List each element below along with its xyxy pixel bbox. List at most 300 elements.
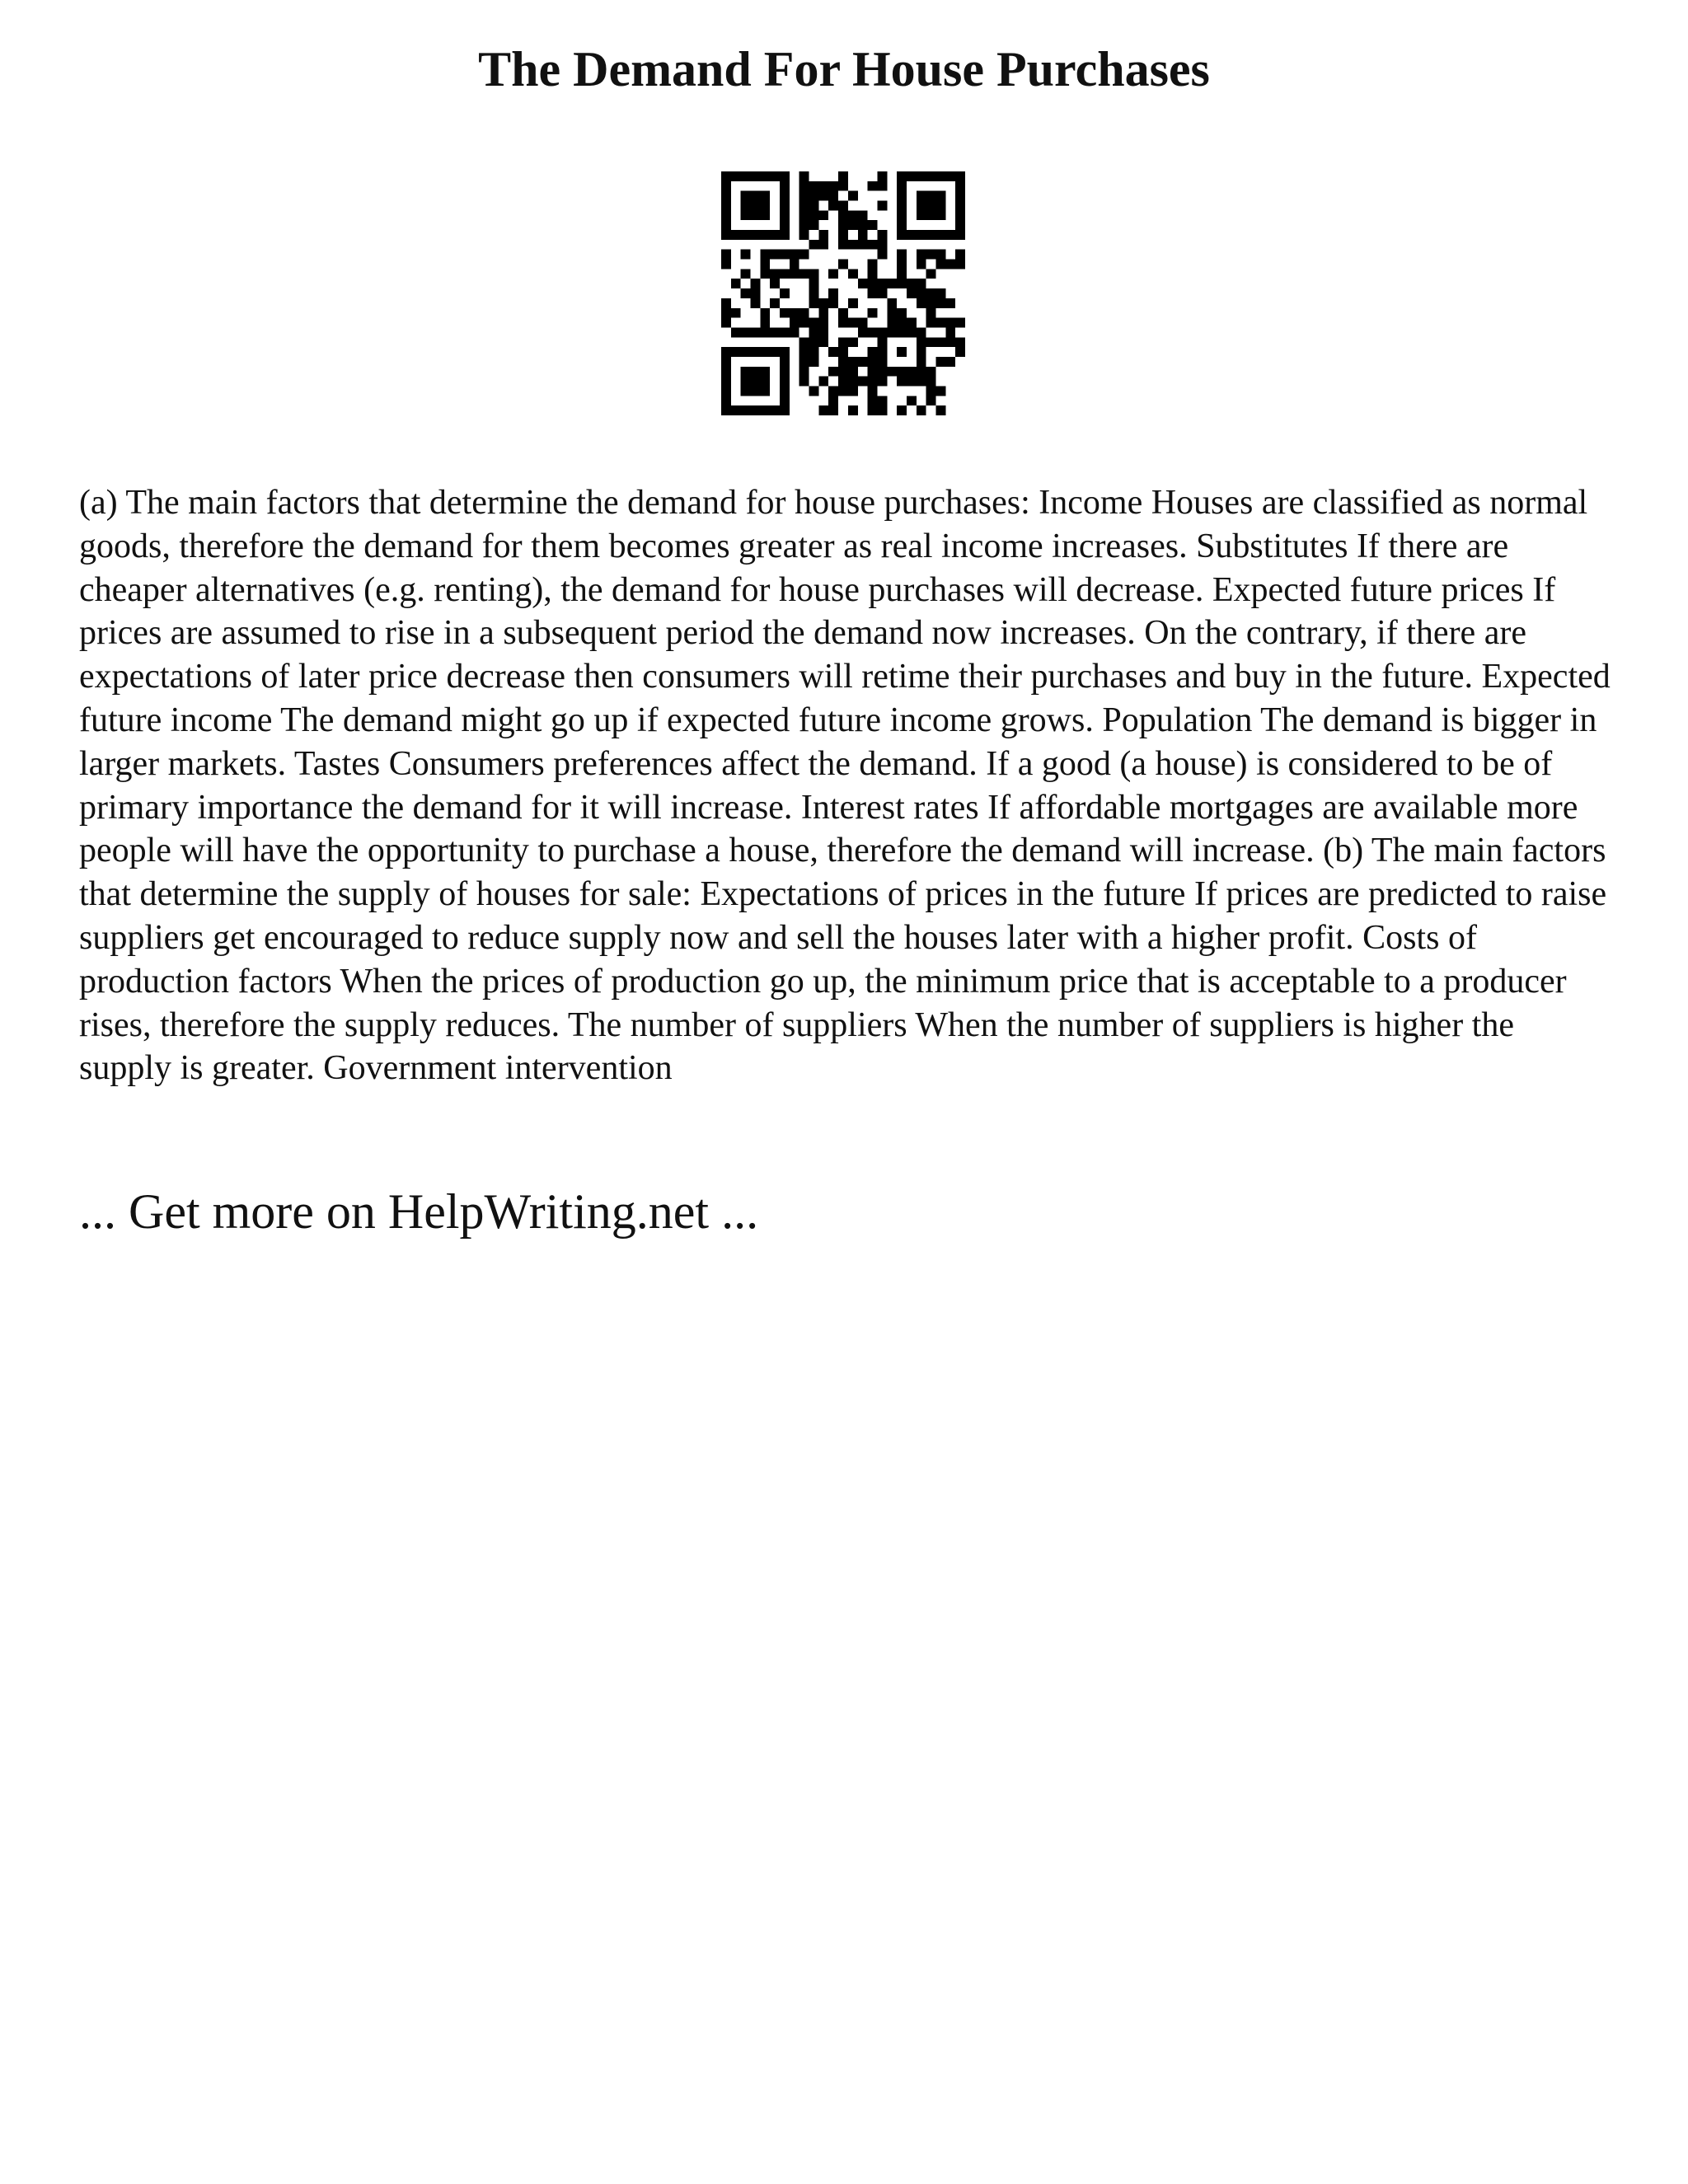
- qr-module: [751, 377, 761, 387]
- qr-module: [858, 279, 868, 288]
- qr-module: [877, 181, 887, 191]
- qr-module: [760, 171, 770, 181]
- qr-module: [760, 318, 770, 328]
- qr-module: [828, 288, 838, 298]
- qr-module: [741, 327, 751, 337]
- qr-module: [907, 279, 917, 288]
- qr-module: [917, 230, 926, 240]
- qr-module: [751, 201, 761, 211]
- qr-module: [741, 171, 751, 181]
- qr-module: [868, 386, 878, 396]
- qr-module: [926, 230, 936, 240]
- qr-module: [848, 220, 858, 230]
- qr-module: [858, 220, 868, 230]
- qr-module: [877, 347, 887, 357]
- qr-module: [818, 318, 828, 328]
- qr-module: [858, 377, 868, 387]
- qr-module: [751, 191, 761, 201]
- qr-module: [780, 327, 790, 337]
- qr-module: [917, 250, 926, 260]
- qr-module: [751, 288, 761, 298]
- qr-module: [770, 230, 780, 240]
- qr-module: [838, 171, 848, 181]
- qr-module: [760, 377, 770, 387]
- qr-module: [799, 201, 809, 211]
- qr-module: [780, 250, 790, 260]
- qr-module: [799, 230, 809, 240]
- qr-module: [780, 171, 790, 181]
- qr-module: [935, 357, 945, 367]
- qr-module: [848, 210, 858, 220]
- qr-module: [955, 201, 965, 211]
- qr-module: [760, 347, 770, 357]
- qr-module: [877, 288, 887, 298]
- qr-module: [799, 347, 809, 357]
- qr-module: [917, 357, 926, 367]
- qr-module: [955, 260, 965, 269]
- qr-module: [838, 386, 848, 396]
- qr-module: [868, 327, 878, 337]
- qr-module: [917, 210, 926, 220]
- qr-module: [848, 377, 858, 387]
- qr-module: [760, 191, 770, 201]
- qr-module: [945, 260, 955, 269]
- qr-module: [751, 327, 761, 337]
- qr-module: [721, 405, 731, 415]
- qr-module: [818, 337, 828, 347]
- qr-module: [828, 386, 838, 396]
- qr-code-graphic: [721, 171, 965, 415]
- qr-module: [868, 240, 878, 250]
- qr-module: [955, 220, 965, 230]
- qr-module: [770, 250, 780, 260]
- qr-module: [955, 318, 965, 328]
- qr-module: [721, 396, 731, 405]
- qr-module: [945, 357, 955, 367]
- qr-module: [721, 386, 731, 396]
- qr-module: [897, 269, 907, 279]
- qr-module: [828, 405, 838, 415]
- qr-module: [926, 396, 936, 405]
- qr-module: [809, 298, 819, 308]
- qr-module: [926, 191, 936, 201]
- qr-module: [780, 288, 790, 298]
- qr-module: [955, 337, 965, 347]
- qr-module: [809, 347, 819, 357]
- qr-module: [907, 327, 917, 337]
- qr-module: [799, 181, 809, 191]
- qr-module: [917, 327, 926, 337]
- qr-module: [770, 279, 780, 288]
- qr-module: [955, 230, 965, 240]
- qr-module: [741, 269, 751, 279]
- qr-module: [818, 210, 828, 220]
- qr-module: [926, 377, 936, 387]
- qr-module: [926, 210, 936, 220]
- qr-module: [799, 171, 809, 181]
- qr-module: [955, 250, 965, 260]
- qr-module: [838, 201, 848, 211]
- qr-module: [868, 367, 878, 377]
- qr-module: [790, 250, 799, 260]
- qr-module: [897, 181, 907, 191]
- qr-module: [731, 405, 741, 415]
- qr-module: [721, 298, 731, 308]
- qr-module: [917, 201, 926, 211]
- qr-module: [799, 191, 809, 201]
- qr-module: [770, 347, 780, 357]
- qr-module: [780, 191, 790, 201]
- qr-module: [721, 367, 731, 377]
- qr-module: [790, 308, 799, 318]
- qr-module: [818, 308, 828, 318]
- qr-module: [897, 377, 907, 387]
- qr-module: [731, 279, 741, 288]
- qr-module: [897, 327, 907, 337]
- qr-module: [868, 260, 878, 269]
- qr-module: [799, 269, 809, 279]
- qr-module: [897, 318, 907, 328]
- qr-module: [877, 201, 887, 211]
- qr-module: [897, 250, 907, 260]
- qr-module: [945, 337, 955, 347]
- qr-module: [917, 171, 926, 181]
- qr-module: [780, 220, 790, 230]
- qr-module: [917, 260, 926, 269]
- qr-module: [887, 308, 897, 318]
- qr-module: [818, 405, 828, 415]
- qr-module: [838, 357, 848, 367]
- qr-module: [809, 327, 819, 337]
- qr-module: [828, 269, 838, 279]
- qr-module: [935, 405, 945, 415]
- qr-module: [780, 269, 790, 279]
- qr-module: [848, 405, 858, 415]
- qr-module: [721, 201, 731, 211]
- qr-module: [828, 367, 838, 377]
- qr-module: [818, 327, 828, 337]
- qr-module: [799, 377, 809, 387]
- qr-module: [770, 405, 780, 415]
- qr-module: [741, 367, 751, 377]
- qr-module: [809, 386, 819, 396]
- qr-module: [780, 405, 790, 415]
- qr-module: [799, 220, 809, 230]
- qr-module: [809, 318, 819, 328]
- qr-module: [809, 288, 819, 298]
- qr-module: [907, 230, 917, 240]
- qr-module: [780, 386, 790, 396]
- qr-module: [955, 210, 965, 220]
- qr-module: [917, 337, 926, 347]
- qr-module: [809, 240, 819, 250]
- qr-module: [877, 327, 887, 337]
- qr-module: [926, 269, 936, 279]
- qr-module: [721, 210, 731, 220]
- qr-module: [809, 279, 819, 288]
- qr-module: [897, 347, 907, 357]
- qr-module: [868, 220, 878, 230]
- qr-module: [945, 230, 955, 240]
- qr-module: [868, 269, 878, 279]
- qr-module: [731, 308, 741, 318]
- qr-module: [828, 191, 838, 201]
- qr-module: [935, 230, 945, 240]
- qr-module: [926, 288, 936, 298]
- qr-module: [868, 181, 878, 191]
- qr-module: [955, 191, 965, 201]
- qr-module: [790, 318, 799, 328]
- qr-module: [721, 347, 731, 357]
- qr-module: [751, 298, 761, 308]
- qr-module: [780, 396, 790, 405]
- qr-module: [935, 191, 945, 201]
- qr-module: [935, 318, 945, 328]
- qr-module: [760, 308, 770, 318]
- qr-module: [897, 171, 907, 181]
- qr-module: [751, 367, 761, 377]
- qr-module: [926, 318, 936, 328]
- qr-module: [741, 386, 751, 396]
- qr-module: [770, 327, 780, 337]
- qr-module: [760, 260, 770, 269]
- body-paragraph: (a) The main factors that determine the demand for house purchases: Income Houses are classified as normal goods, therefore the demand for them becomes greater as real income increases. Substitutes If there are cheaper alternatives (e.g. renting), the demand for house purchases will decrease. Expected future prices If prices are assumed to rise in a subsequent period the demand now increases. On the contrary, if there are expectations of later price decrease then consumers will retime their purchases and buy in the future. Expected future income The demand might go up if expected future income grows. Population The demand is bigger in larger markets. Tastes Consumers preferences affect the demand. If a good (a house) is considered to be of primary importance the demand for it will increase. Interest rates If affordable mortgages are available more people will have the opportunity to purchase a house, therefore the demand will increase. (b) The main factors that determine the supply of houses for sale: Expectations of prices in the future If prices are predicted to raise suppliers get encouraged to reduce supply now and sell the houses later with a higher profit. Costs of production factors When the prices of production go up, the minimum price that is acceptable to a producer rises, therefore the supply reduces. The number of suppliers When the number of suppliers is higher the supply is greater. Government intervention: [79, 484, 1611, 1088]
- page-title: The Demand For House Purchases: [478, 42, 1210, 96]
- qr-module: [760, 269, 770, 279]
- qr-module: [935, 298, 945, 308]
- qr-module: [868, 347, 878, 357]
- qr-module: [721, 357, 731, 367]
- qr-module: [868, 357, 878, 367]
- qr-module: [955, 181, 965, 191]
- qr-module: [907, 288, 917, 298]
- qr-module: [809, 220, 819, 230]
- qr-module: [818, 377, 828, 387]
- qr-module: [917, 191, 926, 201]
- qr-module: [935, 288, 945, 298]
- qr-module: [838, 377, 848, 387]
- qr-module: [877, 396, 887, 405]
- qr-module: [741, 405, 751, 415]
- qr-module: [818, 298, 828, 308]
- qr-module: [897, 210, 907, 220]
- qr-module: [887, 279, 897, 288]
- qr-module: [935, 171, 945, 181]
- qr-module: [760, 201, 770, 211]
- qr-module: [907, 318, 917, 328]
- qr-module: [848, 357, 858, 367]
- qr-module: [751, 279, 761, 288]
- qr-module: [790, 269, 799, 279]
- qr-module: [877, 337, 887, 347]
- qr-module: [799, 357, 809, 367]
- qr-module: [838, 230, 848, 240]
- qr-module: [858, 357, 868, 367]
- qr-module: [818, 191, 828, 201]
- qr-module: [799, 210, 809, 220]
- qr-module: [760, 250, 770, 260]
- qr-module: [741, 288, 751, 298]
- qr-module: [907, 367, 917, 377]
- qr-module: [751, 230, 761, 240]
- qr-module: [877, 357, 887, 367]
- qr-module: [926, 298, 936, 308]
- qr-module: [780, 201, 790, 211]
- qr-code-icon: [721, 171, 965, 415]
- qr-module: [917, 347, 926, 357]
- qr-module: [858, 318, 868, 328]
- qr-module: [799, 367, 809, 377]
- qr-module: [897, 191, 907, 201]
- qr-module: [926, 201, 936, 211]
- qr-module: [770, 269, 780, 279]
- qr-module: [751, 347, 761, 357]
- qr-module: [790, 327, 799, 337]
- qr-module: [945, 327, 955, 337]
- qr-module: [799, 318, 809, 328]
- qr-module: [809, 210, 819, 220]
- qr-module: [858, 327, 868, 337]
- qr-module: [838, 181, 848, 191]
- qr-module: [721, 377, 731, 387]
- qr-module: [858, 230, 868, 240]
- qr-module: [780, 210, 790, 220]
- qr-module: [877, 377, 887, 387]
- qr-module: [868, 396, 878, 405]
- qr-module: [770, 171, 780, 181]
- qr-module: [926, 308, 936, 318]
- qr-module: [731, 230, 741, 240]
- qr-module: [741, 347, 751, 357]
- qr-module: [780, 377, 790, 387]
- qr-module: [828, 396, 838, 405]
- qr-module: [926, 337, 936, 347]
- qr-module: [897, 308, 907, 318]
- qr-module: [955, 171, 965, 181]
- qr-module: [790, 260, 799, 269]
- qr-module: [828, 347, 838, 357]
- qr-module: [935, 201, 945, 211]
- qr-module: [760, 210, 770, 220]
- qr-module: [741, 191, 751, 201]
- qr-module: [809, 357, 819, 367]
- qr-module: [877, 230, 887, 240]
- qr-module: [838, 210, 848, 220]
- qr-module: [917, 288, 926, 298]
- qr-module: [721, 318, 731, 328]
- qr-module: [887, 367, 897, 377]
- qr-module: [809, 337, 819, 347]
- qr-module: [731, 347, 741, 357]
- qr-module: [828, 181, 838, 191]
- qr-module: [858, 240, 868, 250]
- qr-module: [897, 201, 907, 211]
- qr-module: [848, 367, 858, 377]
- qr-module: [848, 269, 858, 279]
- qr-module: [887, 298, 897, 308]
- qr-module: [799, 308, 809, 318]
- qr-module: [780, 230, 790, 240]
- qr-module: [926, 386, 936, 396]
- qr-module: [721, 250, 731, 260]
- qr-module: [838, 220, 848, 230]
- qr-module: [897, 230, 907, 240]
- qr-module: [848, 318, 858, 328]
- qr-module: [897, 260, 907, 269]
- qr-module: [935, 210, 945, 220]
- qr-module: [780, 357, 790, 367]
- qr-module: [907, 396, 917, 405]
- qr-module: [848, 298, 858, 308]
- qr-module: [926, 171, 936, 181]
- qr-module: [751, 405, 761, 415]
- qr-module: [877, 171, 887, 181]
- qr-module: [868, 377, 878, 387]
- qr-module: [721, 181, 731, 191]
- qr-module: [828, 298, 838, 308]
- qr-module: [848, 240, 858, 250]
- qr-module: [877, 367, 887, 377]
- qr-module: [741, 250, 751, 260]
- qr-module: [838, 337, 848, 347]
- qr-module: [809, 191, 819, 201]
- qr-module: [848, 386, 858, 396]
- qr-module: [780, 347, 790, 357]
- qr-module: [868, 288, 878, 298]
- qr-module: [721, 171, 731, 181]
- qr-module: [887, 327, 897, 337]
- qr-module: [741, 210, 751, 220]
- qr-module: [935, 386, 945, 396]
- qr-module: [917, 377, 926, 387]
- qr-module: [917, 405, 926, 415]
- qr-module: [877, 240, 887, 250]
- qr-module: [721, 230, 731, 240]
- qr-module: [741, 230, 751, 240]
- qr-module: [760, 405, 770, 415]
- qr-module: [838, 367, 848, 377]
- qr-module: [926, 250, 936, 260]
- qr-module: [887, 318, 897, 328]
- qr-module: [858, 210, 868, 220]
- qr-module: [731, 327, 741, 337]
- qr-module: [935, 260, 945, 269]
- qr-module: [721, 191, 731, 201]
- qr-module: [955, 347, 965, 357]
- qr-module: [721, 260, 731, 269]
- qr-module: [818, 230, 828, 240]
- qr-module: [838, 308, 848, 318]
- qr-module: [721, 220, 731, 230]
- qr-module: [877, 250, 887, 260]
- qr-module: [721, 308, 731, 318]
- qr-module: [868, 405, 878, 415]
- qr-module: [760, 327, 770, 337]
- qr-module: [731, 171, 741, 181]
- qr-module: [868, 308, 878, 318]
- more-link[interactable]: ... Get more on HelpWriting.net ...: [79, 1184, 759, 1239]
- qr-module: [809, 201, 819, 211]
- qr-module: [868, 279, 878, 288]
- qr-module: [935, 337, 945, 347]
- qr-module: [799, 250, 809, 260]
- qr-module: [760, 367, 770, 377]
- qr-module: [848, 337, 858, 347]
- qr-module: [877, 279, 887, 288]
- qr-module: [907, 377, 917, 387]
- qr-module: [828, 201, 838, 211]
- qr-module: [809, 269, 819, 279]
